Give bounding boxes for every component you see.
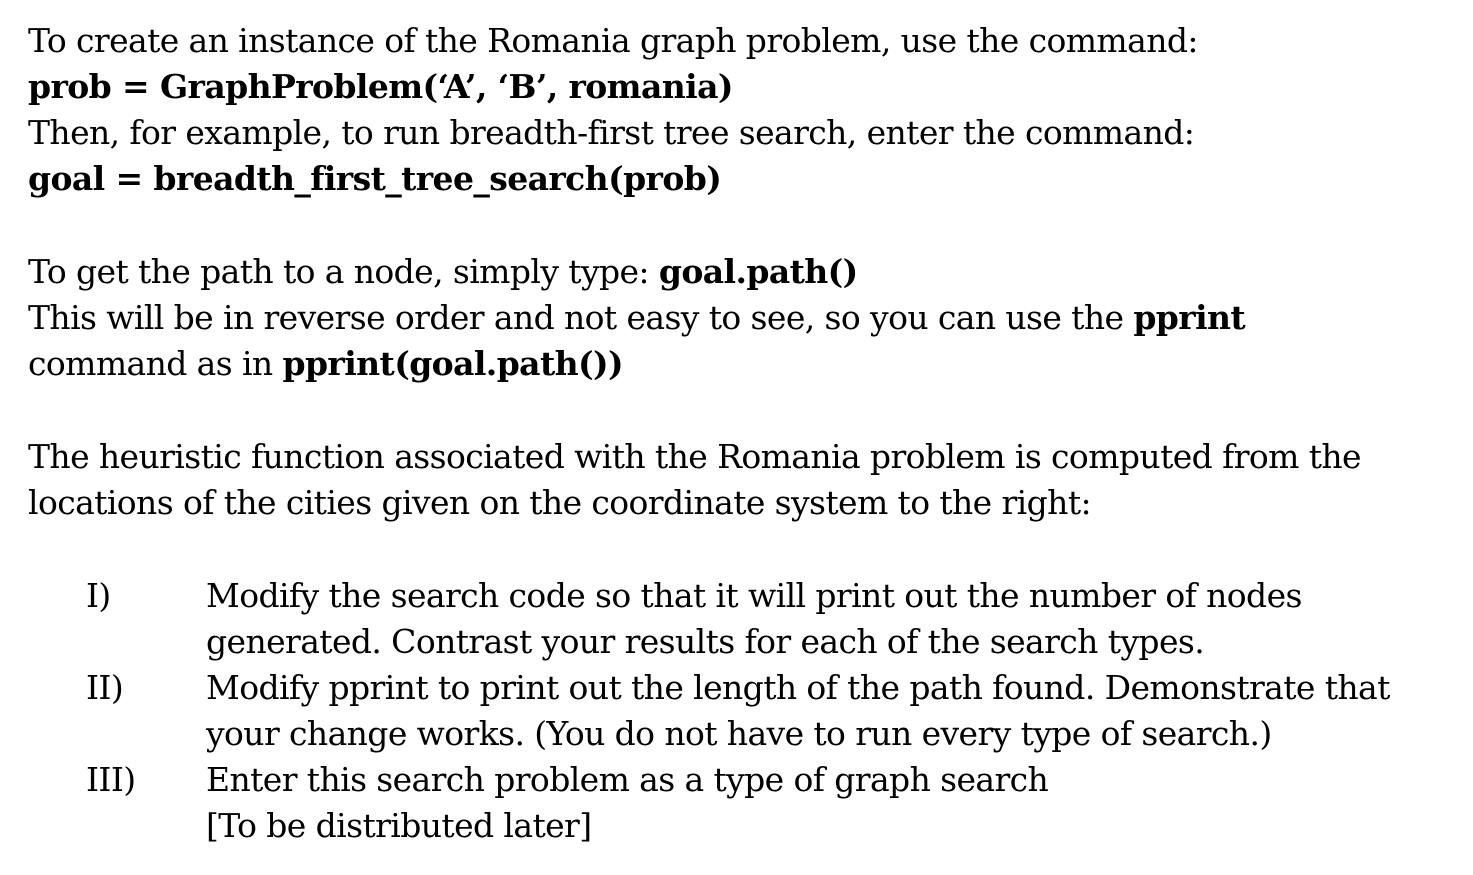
task-list bbox=[28, 573, 1458, 849]
path-line-2-text: This will be in reverse order and not easy to see, so you can use the bbox=[28, 298, 1134, 337]
intro-line-2: Then, for example, to run breadth-first tree search, enter the command: bbox=[28, 113, 1195, 152]
task-line: [To be distributed later] bbox=[206, 806, 592, 845]
path-line-2-code: pprint bbox=[1133, 298, 1246, 337]
task-line: generated. Contrast your results for each of the search types. bbox=[206, 622, 1205, 661]
document-page bbox=[28, 18, 1458, 849]
paragraph-gap bbox=[28, 202, 1458, 249]
task-body bbox=[206, 573, 1458, 665]
path-line-1 bbox=[28, 249, 1458, 295]
path-line-3-text: command as in bbox=[28, 344, 283, 383]
paragraph-gap bbox=[28, 387, 1458, 434]
intro-line-1: To create an instance of the Romania graph problem, use the command: bbox=[28, 21, 1198, 60]
command-breadth-first-text: goal = breadth_first_tree_search(prob) bbox=[28, 159, 722, 198]
task-line: Modify the search code so that it will print out the number of nodes bbox=[206, 576, 1302, 615]
path-line-3-code: pprint(goal.path()) bbox=[282, 344, 624, 383]
path-line-3 bbox=[28, 341, 1458, 387]
task-line: your change works. (You do not have to run every type of search.) bbox=[206, 714, 1272, 753]
command-breadth-first bbox=[28, 156, 1458, 202]
path-line-2 bbox=[28, 295, 1458, 341]
task-number: III) bbox=[86, 760, 136, 799]
heuristic-line-1: The heuristic function associated with the Romania problem is computed from the bbox=[28, 437, 1361, 476]
task-line: Enter this search problem as a type of graph search bbox=[206, 760, 1049, 799]
task-number: I) bbox=[86, 576, 111, 615]
task-item-1 bbox=[28, 573, 1458, 665]
task-body bbox=[206, 665, 1458, 757]
paragraph-gap bbox=[28, 526, 1458, 573]
command-graph-problem-text: prob = GraphProblem(‘A’, ‘B’, romania) bbox=[28, 67, 733, 106]
task-body bbox=[206, 757, 1458, 849]
heuristic-line-2: locations of the cities given on the coordinate system to the right: bbox=[28, 483, 1091, 522]
path-line-1-code: goal.path() bbox=[658, 252, 858, 291]
task-item-2 bbox=[28, 665, 1458, 757]
path-line-1-text: To get the path to a node, simply type: bbox=[28, 252, 659, 291]
task-line: Modify pprint to print out the length of the path found. Demonstrate that bbox=[206, 668, 1390, 707]
command-graph-problem bbox=[28, 64, 1458, 110]
task-item-3 bbox=[28, 757, 1458, 849]
task-number: II) bbox=[86, 668, 124, 707]
